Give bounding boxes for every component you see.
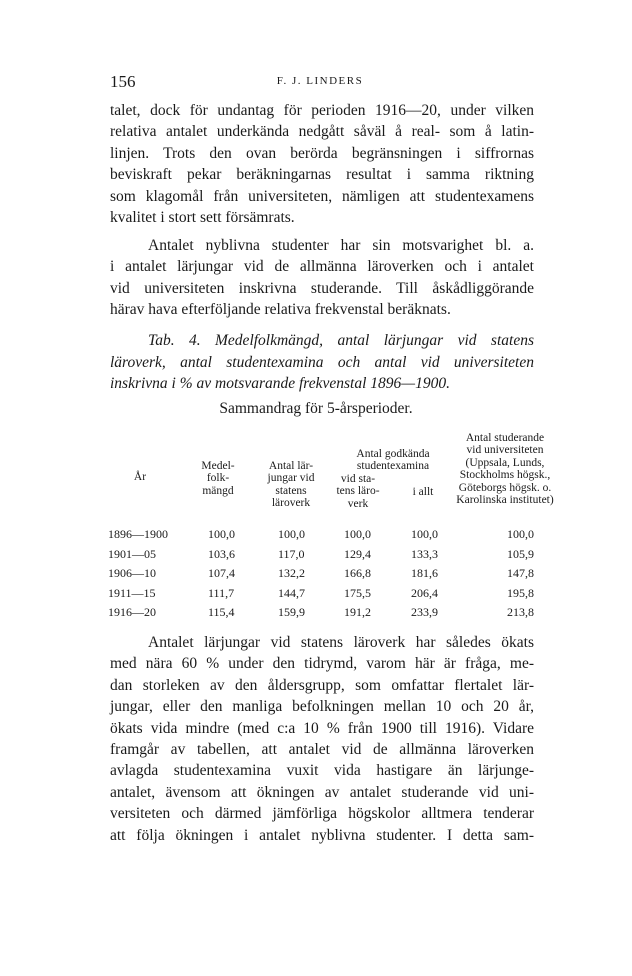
text-line: beviskraft pekar beräkningarnas resultat i samma riktning [110,166,534,184]
text-line: Antalet nyblivna studenter har sin motsvarighet bl. a. [148,237,534,254]
header-line: vid universiteten [466,444,544,457]
cell-period: 1901—05 [108,547,156,561]
cell-exams-state: 191,2 [344,605,371,619]
header-line: studentexamina [356,460,430,473]
header-line: mängd [202,484,234,497]
text-line: talet, dock för undantag för perioden 1916—20, under vilken [110,102,534,119]
paragraph-2 [110,235,534,321]
table-subtitle: Sammandrag för 5-årsperioder. [219,400,413,417]
cell-exams-all: 133,3 [411,547,438,561]
header-line: folk- [206,472,230,485]
cell-university: 105,9 [507,547,534,561]
header-line: vid sta- [340,473,376,485]
text-line: jungar, eller den manliga befolkningen mellan 10 och 20 år, [110,698,534,716]
text-line: ökats vida mindre (med c:a 10 % från 1900 till 1916). Vidare [110,719,534,737]
header-line: Stockholms högsk., [459,469,551,482]
header-population [190,460,246,497]
page-number: 156 [110,72,136,91]
cell-population: 100,0 [208,527,235,541]
caption-line: inskrivna i % av motsvarande frekvenstal 1896—1900. [110,375,450,393]
caption-line: Tab. 4. Medelfolkmängd, antal lärjungar vid statens [148,332,534,349]
header-line: Antal lär- [268,460,314,472]
header-line: statens [275,484,307,497]
cell-exams-all: 100,0 [411,527,438,541]
header-line: läroverk [271,497,311,510]
cell-pupils: 100,0 [278,527,305,541]
text-line: dan storleken av den åldersgrupp, som omfattar flertalet lär- [110,676,534,694]
table-row [108,586,548,606]
cell-period: 1916—20 [108,605,156,619]
cell-population: 103,6 [208,547,235,561]
cell-pupils: 117,0 [278,547,305,561]
cell-pupils: 159,9 [278,605,305,619]
paragraph-1 [110,100,534,228]
table-row [108,605,548,625]
text-line: Antalet lärjungar vid statens läroverk har således ökats [148,634,534,651]
cell-university: 100,0 [507,527,534,541]
cell-population: 107,4 [208,566,235,580]
table-row [108,547,548,567]
text-line: med nära 60 % under den tidrymd, varom här är fråga, me- [110,655,534,673]
cell-exams-state: 100,0 [344,527,371,541]
cell-exams-state: 166,8 [344,566,371,580]
header-exams-all: i allt [412,486,434,498]
cell-exams-all: 181,6 [411,566,438,580]
running-head: F. J. LINDERS [276,75,364,87]
table-row [108,566,548,586]
header-line: Antal godkända [356,448,430,460]
text-line: härav hava efterföljande relativa frekvenstal beräknats. [110,301,451,319]
header-line: Karolinska institutet) [456,494,554,507]
text-line: relativa antalet underkända nedgått såväl å real- som å latin- [110,123,534,141]
cell-pupils: 132,2 [278,566,305,580]
cell-period: 1911—15 [108,586,156,600]
header-line: jungar vid [267,472,315,485]
header-pupils [252,460,330,510]
paragraph-3 [110,632,534,846]
header-line: tens läro- [336,485,380,498]
caption-line: läroverk, antal studentexamina och antal vid universiteten [110,353,534,371]
cell-period: 1906—10 [108,566,156,580]
cell-population: 115,4 [208,605,235,619]
text-line: kvalitet i stort sett försämrats. [110,208,295,226]
header-university [444,432,566,506]
text-line: versiteten och därmed jämförliga högskolor alltmera tenderar [110,805,534,823]
header-exams-state [325,473,391,510]
header-line: verk [347,497,369,510]
header-exams [334,448,452,473]
page-header [110,72,530,92]
header-year: År [133,471,147,483]
text-line: att följa ökningen i antalet nyblivna studenter. I detta sam- [110,826,534,844]
cell-exams-state: 129,4 [344,547,371,561]
cell-university: 195,8 [507,586,534,600]
header-line: Medel- [201,460,235,472]
table-row [108,527,548,547]
cell-population: 111,7 [208,586,235,600]
text-line: som klagomål från universiteten, nämligen att studentexamens [110,187,534,205]
cell-university: 213,8 [507,605,534,619]
cell-exams-state: 175,5 [344,586,371,600]
text-line: framgår av tabellen, att antalet vid de allmänna läroverken [110,740,534,758]
cell-exams-all: 206,4 [411,586,438,600]
cell-pupils: 144,7 [278,586,305,600]
cell-exams-all: 233,9 [411,605,438,619]
text-line: i antalet lärjungar vid de allmänna läroverken och i antalet [110,258,534,276]
table-caption [110,330,534,395]
text-line: avlagda studentexamina vuxit vida hastigare än lärjunge- [110,762,534,780]
header-line: (Uppsala, Lunds, [465,456,545,469]
text-line: vid universiteten inskrivna studerande. Till åskådliggörande [110,279,534,297]
text-line: linjen. Trots den ovan berörda begränsningen i siffrornas [110,144,534,162]
header-line: Göteborgs högsk. o. [458,481,552,494]
header-line: Antal studerande [465,432,545,444]
text-line: antalet, ävensom att ökningen av antalet studerande vid uni- [110,783,534,801]
cell-period: 1896—1900 [108,527,168,541]
cell-university: 147,8 [507,566,534,580]
